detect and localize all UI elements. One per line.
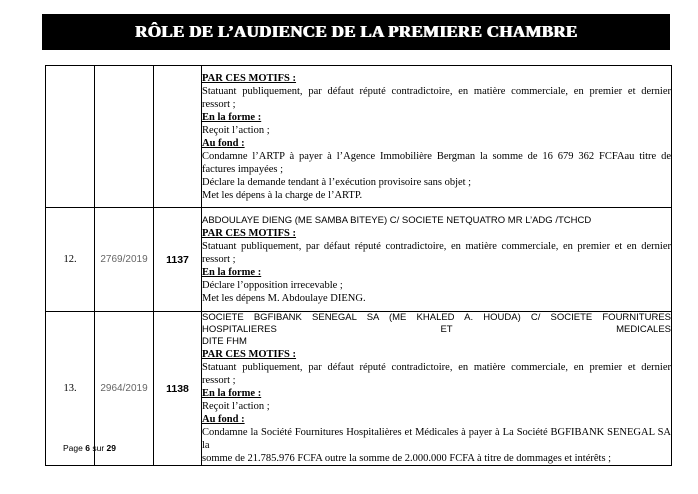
heading-par-ces-motifs: PAR CES MOTIFS : xyxy=(202,72,297,84)
page-title: RÔLE DE L’AUDIENCE DE LA PREMIERE CHAMBRE xyxy=(134,22,578,41)
heading-en-la-forme: En la forme : xyxy=(202,388,262,399)
case-parties: ABDOULAYE DIENG (ME SAMBA BITEYE) C/ SOCIETE NETQUATRO MR L’ADG /TCHCD xyxy=(202,214,592,226)
text-line: Statuant publiquement, par défaut réputé contradictoire, en matière commerciale, en premier et dernier xyxy=(202,85,671,97)
text-line: Statuant publiquement, par défaut réputé contradictoire, en matière commerciale, en premier et en dernier xyxy=(202,240,671,252)
of-word: sur xyxy=(92,443,105,453)
page-number: 6 xyxy=(85,443,90,453)
decision-text xyxy=(202,312,672,466)
heading-en-la-forme: En la forme : xyxy=(202,266,262,278)
table-row xyxy=(46,66,672,208)
row-number: 12. xyxy=(46,208,95,312)
row-number xyxy=(46,66,95,208)
title-banner xyxy=(42,14,670,50)
text-line: Déclare l’opposition irrecevable ; xyxy=(202,279,343,291)
text-line: Condamne la Société Fournitures Hospitalières et Médicales à payer à La Société BGFIBANK SENEGAL SA la xyxy=(202,427,671,451)
decision-text xyxy=(202,66,672,208)
table-row xyxy=(46,208,672,312)
hearing-roll-table xyxy=(45,65,672,466)
page-word: Page xyxy=(63,443,83,453)
heading-au-fond: Au fond : xyxy=(202,137,245,149)
decision-text xyxy=(202,208,672,312)
text-line: Met les dépens à la charge de l’ARTP. xyxy=(202,189,363,201)
text-line: ressort ; xyxy=(202,98,236,110)
text-line: Reçoit l’action ; xyxy=(202,401,270,412)
page-footer xyxy=(63,443,116,453)
case-parties: DITE FHM xyxy=(202,336,247,347)
text-line: ressort ; xyxy=(202,375,236,386)
heading-en-la-forme: En la forme : xyxy=(202,111,262,123)
case-parties: SOCIETE BGFIBANK SENEGAL SA (ME KHALED A. HOUDA) C/ SOCIETE FOURNITURES HOSPITALIERES ET MEDICALES xyxy=(202,312,671,335)
page-total: 29 xyxy=(106,443,116,453)
text-line: somme de 21.785.976 FCFA outre la somme de 2.000.000 FCFA à titre de dommages et intérêts ; xyxy=(202,453,612,464)
table-row xyxy=(46,312,672,466)
text-line: Condamne l’ARTP à payer à l’Agence Immobilière Bergman la somme de 16 679 362 FCFAau titre de xyxy=(202,150,671,162)
judgment-number: 1137 xyxy=(154,208,202,312)
case-number: 2769/2019 xyxy=(95,208,154,312)
text-line: ressort ; xyxy=(202,253,236,265)
text-line: Reçoit l’action ; xyxy=(202,124,270,136)
text-line: factures impayées ; xyxy=(202,163,284,175)
text-line: Statuant publiquement, par défaut réputé contradictoire, en matière commerciale, en premier et dernier xyxy=(202,362,671,373)
case-number xyxy=(95,66,154,208)
judgment-number xyxy=(154,66,202,208)
row-number: 13. xyxy=(46,312,95,466)
heading-au-fond: Au fond : xyxy=(202,414,245,425)
text-line: Met les dépens M. Abdoulaye DIENG. xyxy=(202,292,366,304)
heading-par-ces-motifs: PAR CES MOTIFS : xyxy=(202,349,297,360)
judgment-number: 1138 xyxy=(154,312,202,466)
heading-par-ces-motifs: PAR CES MOTIFS : xyxy=(202,227,297,239)
text-line: Déclare la demande tendant à l’exécution provisoire sans objet ; xyxy=(202,176,472,188)
case-number: 2964/2019 xyxy=(95,312,154,466)
